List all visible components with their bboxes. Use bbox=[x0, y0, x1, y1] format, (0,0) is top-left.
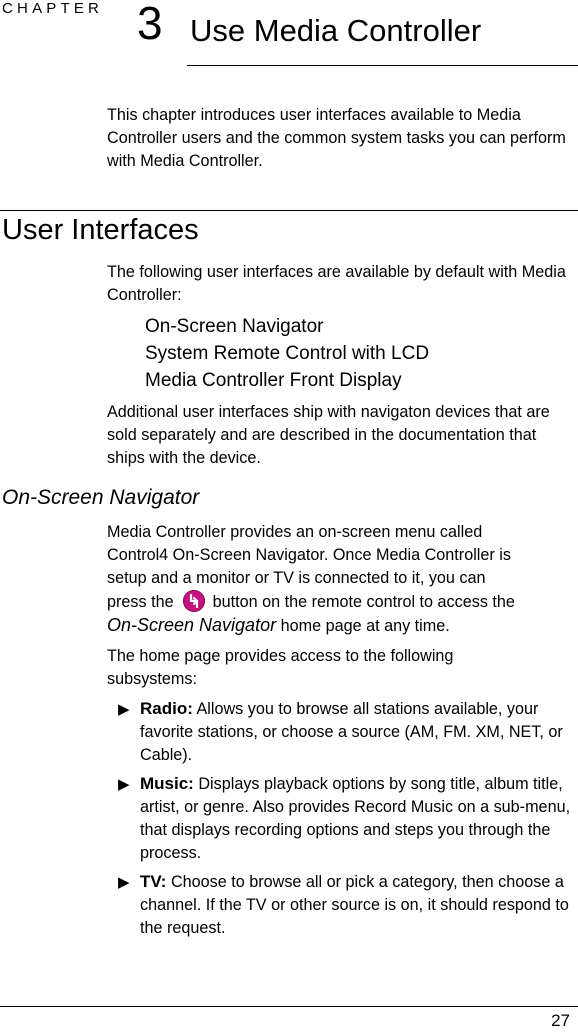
bullet-text: Choose to browse all or pick a category, then choose a channel. If the TV or other source is on, it should respond to the request. bbox=[140, 873, 569, 937]
home-tail-text: home page at any time. bbox=[280, 617, 450, 635]
osn-line: setup and a monitor or TV is connected to it, you can bbox=[107, 569, 486, 587]
intro-paragraph: This chapter introduces user interfaces available to Media Controller users and the common system tasks you can perform with Media Controller. bbox=[107, 106, 566, 170]
section-heading-on-screen-navigator: On-Screen Navigator bbox=[2, 486, 200, 509]
chapter-number: 3 bbox=[137, 0, 163, 49]
press-before-text: press the bbox=[107, 593, 174, 611]
chapter-title-rule bbox=[187, 65, 578, 66]
bullet-item-tv bbox=[140, 870, 577, 940]
bullet-icon: ▶ bbox=[118, 874, 130, 891]
user-interfaces-lead: The following user interfaces are available by default with Media Controller: bbox=[107, 263, 566, 304]
control4-button-icon bbox=[183, 590, 205, 612]
osn-line: Control4 On-Screen Navigator. Once Media Controller is bbox=[107, 546, 511, 564]
footer-rule bbox=[0, 1006, 578, 1007]
interface-item: On-Screen Navigator bbox=[145, 316, 324, 337]
bullet-text: Allows you to browse all stations available, your favorite stations, or choose a source (AM, FM. XM, NET, or Cable). bbox=[140, 700, 563, 764]
section-rule bbox=[0, 210, 578, 211]
subsystems-intro: The home page provides access to the following subsystems: bbox=[107, 647, 454, 688]
bullet-item-music bbox=[140, 772, 577, 865]
chapter-title: Use Media Controller bbox=[190, 13, 482, 48]
bullet-item-radio bbox=[140, 697, 577, 767]
interface-item: Media Controller Front Display bbox=[145, 370, 402, 391]
osn-line bbox=[107, 614, 577, 638]
additional-interfaces-paragraph: Additional user interfaces ship with navigaton devices that are sold separately and are described in the documentation that ships with the device. bbox=[107, 403, 550, 467]
bullet-label: Radio: bbox=[140, 699, 193, 718]
page-number: 27 bbox=[551, 1011, 570, 1030]
bullet-label: Music: bbox=[140, 774, 194, 793]
section-heading-user-interfaces: User Interfaces bbox=[2, 214, 199, 246]
bullet-icon: ▶ bbox=[118, 701, 130, 718]
bullet-icon: ▶ bbox=[118, 776, 130, 793]
press-after-text: button on the remote control to access the bbox=[212, 593, 515, 611]
osn-italic-name: On-Screen Navigator bbox=[107, 615, 277, 635]
interface-item: System Remote Control with LCD bbox=[145, 343, 430, 364]
bullet-text: Displays playback options by song title, album title, artist, or genre. Also provides Record Music on a sub-menu, that displays recording options and steps you through the process. bbox=[140, 775, 571, 862]
osn-line bbox=[107, 590, 577, 614]
osn-line: Media Controller provides an on-screen menu called bbox=[107, 523, 483, 541]
osn-paragraph bbox=[107, 521, 577, 638]
bullet-label: TV: bbox=[140, 872, 167, 891]
chapter-label: CHAPTER bbox=[2, 0, 104, 17]
